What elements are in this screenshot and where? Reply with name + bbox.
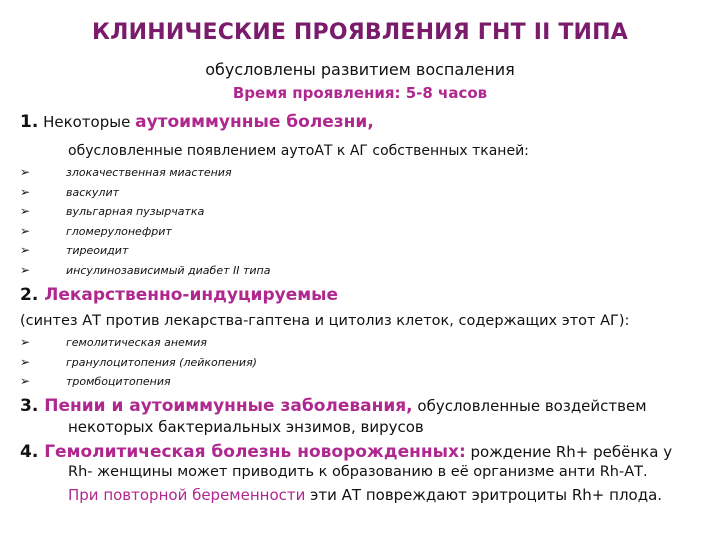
list-item: ➢ тромбоцитопения: [18, 372, 257, 392]
arrow-bullet-icon: ➢: [20, 165, 31, 179]
section-4-line2: Rh- женщины может приводить к образованию в её организме анти Rh-АТ.: [68, 464, 648, 480]
slide-subtitle: обусловлены развитием воспаления: [205, 60, 515, 79]
section-1-tail: ,: [367, 112, 374, 132]
arrow-bullet-icon: ➢: [20, 335, 31, 349]
section-1-list: [18, 163, 270, 280]
slide-title: КЛИНИЧЕСКИЕ ПРОЯВЛЕНИЯ ГНТ II ТИПА: [92, 20, 628, 45]
section-1-heading: [20, 112, 374, 132]
list-item: ➢ тиреоидит: [18, 241, 270, 261]
section-4-number: 4.: [20, 442, 39, 462]
section-4-heading: [20, 442, 672, 462]
section-3-line2: некоторых бактериальных энзимов, вирусов: [68, 418, 424, 436]
section-1-lead: Некоторые: [38, 113, 136, 131]
time-label: Время проявления: 5-8 часов: [232, 84, 488, 102]
list-item: ➢ гломерулонефрит: [18, 222, 270, 242]
section-3-heading: [20, 396, 647, 416]
section-2-heading: [20, 285, 338, 305]
arrow-bullet-icon: ➢: [20, 223, 31, 238]
section-1-note: обусловленные появлением аутоАТ к АГ собственных тканей:: [68, 143, 529, 159]
list-item: ➢ злокачественная миастения: [18, 163, 270, 183]
section-2-note: (синтез АТ против лекарства-гаптена и цитолиз клеток, содержащих этот АГ):: [20, 313, 630, 329]
section-1-highlight: аутоиммунные болезни: [135, 112, 368, 132]
section-2-number: 2.: [20, 285, 39, 305]
section-2-list: [18, 333, 257, 392]
section-3-number: 3.: [20, 396, 39, 416]
section-4-highlight: Гемолитическая болезнь новорожденных:: [38, 442, 466, 462]
section-1-number: 1.: [20, 112, 39, 132]
list-item: ➢ васкулит: [18, 183, 270, 203]
section-2-highlight: Лекарственно-индуцируемые: [38, 285, 339, 305]
section-3-highlight: Пении и аутоиммунные заболевания,: [38, 396, 413, 416]
list-item: ➢ гранулоцитопения (лейкопения): [18, 353, 257, 373]
list-item: ➢ инсулинозависимый диабет II типа: [18, 261, 270, 281]
section-4-tail: рождение Rh+ ребёнка у: [465, 443, 673, 461]
arrow-bullet-icon: ➢: [20, 374, 31, 388]
arrow-bullet-icon: ➢: [20, 354, 31, 369]
section-4-line3: [68, 485, 662, 504]
arrow-bullet-icon: ➢: [20, 262, 31, 277]
section-4-line3-tail: эти АТ повреждают эритроциты Rh+ плода.: [305, 486, 663, 504]
section-3-tail: обусловленные воздействем: [412, 397, 647, 415]
list-item: ➢ гемолитическая анемия: [18, 333, 257, 353]
section-4-line3-highlight: При повторной беременности: [68, 486, 306, 504]
list-item: ➢ вульгарная пузырчатка: [18, 202, 270, 222]
arrow-bullet-icon: ➢: [20, 184, 31, 199]
arrow-bullet-icon: ➢: [20, 204, 31, 218]
arrow-bullet-icon: ➢: [20, 243, 31, 257]
